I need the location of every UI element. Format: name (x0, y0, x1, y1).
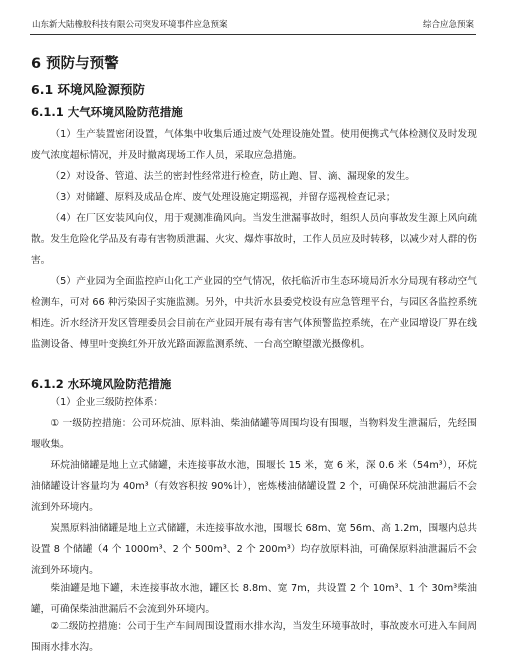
paragraph-9: 炭黑原料油储罐是地上立式储罐，未连接事故水池，围堰长 68m、宽 56m、高 1.2m，围堰内总共设置 8 个储罐（4 个 1000m³、2 个 500m³、2 个 200m³）均存放原料油，可确保原料油泄漏后不会流到外环境内。 (31, 523, 477, 576)
paragraph-2: （2）对设备、管道、法兰的密封性经常进行检查，防止跑、冒、滴、漏现象的发生。 (50, 171, 415, 182)
chapter-title: 6 预防与预警 (31, 56, 119, 72)
paragraph-5: （5）产业园为全面监控庐山化工产业园的空气情况，依托临沂市生态环境局沂水分局现有移动空气检测车，可对 66 种污染因子实施监测。另外，中共沂水县委党校设有应急管理平台，与园区各监控系统相连。沂水经济开发区管理委员会目前在产业园开展有毒有害气体预警监控系统，在产业园增设厂界在线监测设备、傅里叶变换红外开放光路面源监测系统、一台高空瞭望激光摄像机。 (31, 276, 477, 350)
paragraph-6: （1）企业三级防控体系： (50, 397, 164, 408)
paragraph-10: 柴油罐是地下罐，未连接事故水池，罐区长 8.8m、宽 7m，共设置 2 个 10m³、1 个 30m³柴油罐，可确保柴油泄漏后不会流到外环境内。 (31, 583, 477, 615)
paragraph-8: 环烷油储罐是地上立式储罐，未连接事故水池，围堰长 15 米，宽 6 米，深 0.6 米（54m³），环烷油储罐设计容量均为 40m³（有效容积按 90%计），密炼楼油储罐设置 2 个，可确保环烷油泄漏后不会流到外环境内。 (31, 460, 477, 513)
paragraph-11: ②二级防控措施：公司于生产车间周围设置雨水排水沟，当发生环境事故时，事故废水可进入车间周围雨水排水沟。 (31, 621, 477, 653)
paragraph-4: （4）在厂区安装风向仪，用于观测准确风向。当发生泄漏事故时，组织人员向事故发生源上风向疏散。发生危险化学品及有毒有害物质泄漏、火灾、爆炸事故时，工作人员应及时转移，以减少对人群的伤害。 (31, 213, 477, 266)
section-6-1-heading: 6.1 环境风险源预防 (31, 82, 145, 97)
page-header (30, 18, 476, 35)
paragraph-3: （3）对储罐、原料及成品仓库、废气处理设施定期巡视，并留存巡视检查记录； (50, 192, 396, 203)
header-section-title: 综合应急预案 (422, 20, 474, 30)
header-company-title: 山东新大陆橡胶科技有限公司突发环境事件应急预案 (32, 20, 228, 30)
section-6-1-2-heading: 6.1.2 水环境风险防范措施 (31, 377, 172, 391)
section-6-1-1-heading: 6.1.1 大气环境风险防范措施 (31, 105, 183, 119)
paragraph-7: ① 一级防控措施：公司环烷油、原料油、柴油储罐等周围均设有围堰，当物料发生泄漏后，先经围堰收集。 (31, 418, 477, 450)
paragraph-1: （1）生产装置密闭设置，气体集中收集后通过废气处理设施处置。使用便携式气体检测仪及时发现废气浓度超标情况，并及时撤离现场工作人员，采取应急措施。 (31, 129, 477, 161)
